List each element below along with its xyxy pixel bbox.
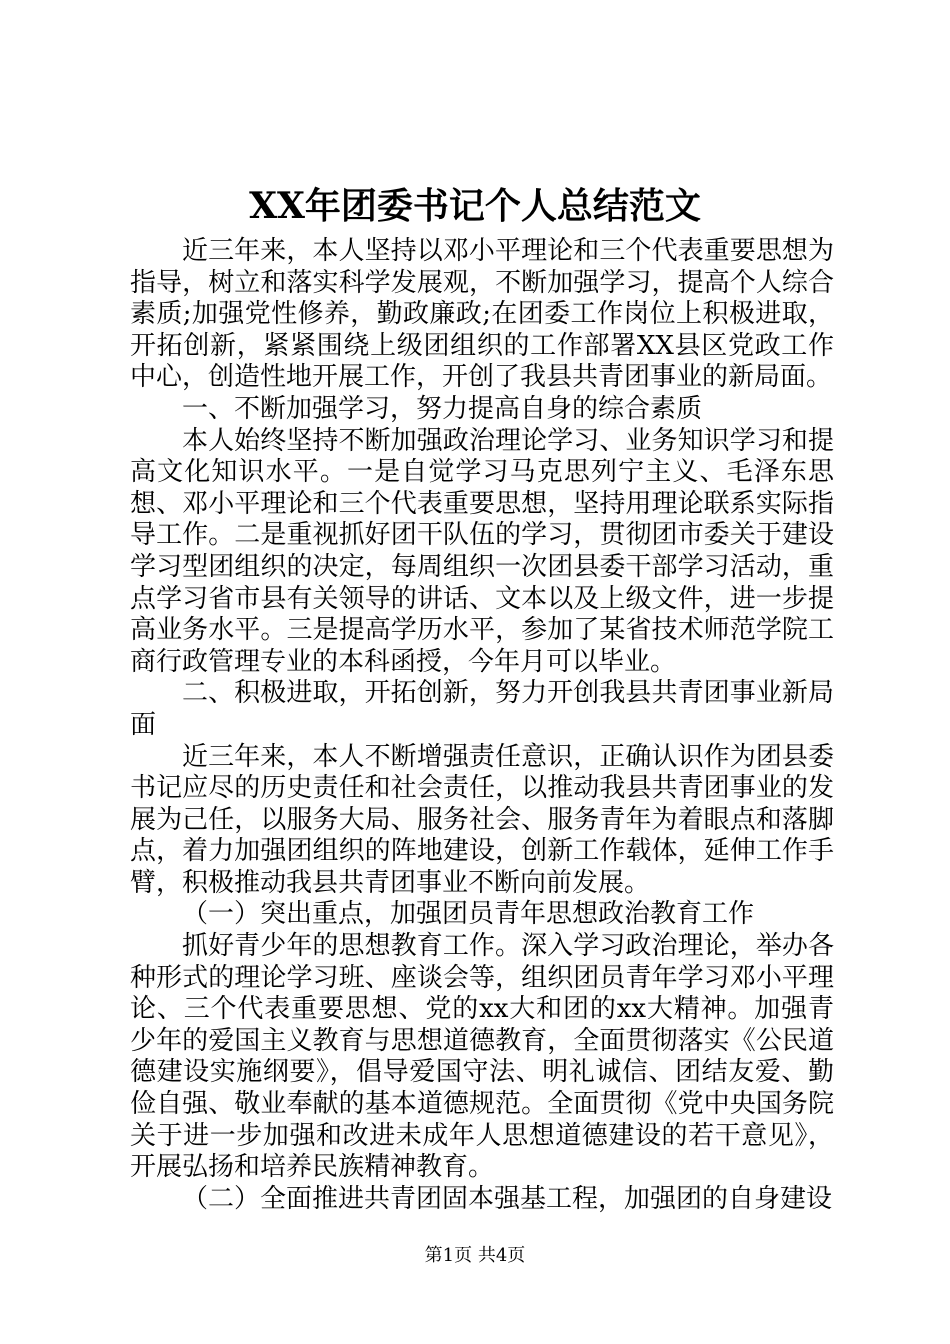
document-title: XX年团委书记个人总结范文 — [249, 185, 701, 227]
paragraph-responsibility: 近三年来，本人不断增强责任意识，正确认识作为团县委书记应尽的历史责任和社会责任，以推动我县共青团事业的发展为己任，以服务大局、服务社会、服务青年为着眼点和落脚点，着力加强团组织的阵地建设，创新工作载体，延伸工作手臂，积极推动我县共青团事业不断向前发展。 — [130, 741, 834, 898]
subsection-heading-2: （二）全面推进共青团固本强基工程，加强团的自身建设 — [182, 1183, 833, 1214]
document-body — [130, 236, 834, 1215]
page-number-footer: 第1页 共4页 — [424, 1245, 526, 1266]
section-heading-2: 二、积极进取，开拓创新，努力开创我县共青团事业新局面 — [130, 678, 834, 740]
subsection-heading-1: （一）突出重点，加强团员青年思想政治教育工作 — [182, 899, 755, 930]
paragraph-study: 本人始终坚持不断加强政治理论学习、业务知识学习和提高文化知识水平。一是自觉学习马克思列宁主义、毛泽东思想、邓小平理论和三个代表重要思想，坚持用理论联系实际指导工作。二是重视抓好团干队伍的学习，贯彻团市委关于建设学习型团组织的决定，每周组织一次团县委干部学习活动，重点学习省市县有关领导的讲话、文本以及上级文件，进一步提高业务水平。三是提高学历水平，参加了某省技术师范学院工商行政管理专业的本科函授，今年月可以毕业。 — [130, 425, 834, 677]
paragraph-education: 抓好青少年的思想教育工作。深入学习政治理论，举办各种形式的理论学习班、座谈会等，组织团员青年学习邓小平理论、三个代表重要思想、党的xx大和团的xx大精神。加强青少年的爱国主义教育与思想道德教育，全面贯彻落实《公民道德建设实施纲要》，倡导爱国守法、明礼诚信、团结友爱、勤俭自强、敬业奉献的基本道德规范。全面贯彻《党中央国务院关于进一步加强和改进未成年人思想道德建设的若干意见》，开展弘扬和培养民族精神教育。 — [130, 931, 834, 1183]
section-heading-1: 一、不断加强学习，努力提高自身的综合素质 — [182, 393, 703, 424]
paragraph-intro: 近三年来，本人坚持以邓小平理论和三个代表重要思想为指导，树立和落实科学发展观，不断加强学习，提高个人综合素质;加强党性修养，勤政廉政;在团委工作岗位上积极进取，开拓创新，紧紧围绕上级团组织的工作部署XX县区党政工作中心，创造性地开展工作，开创了我县共青团事业的新局面。 — [130, 236, 834, 393]
